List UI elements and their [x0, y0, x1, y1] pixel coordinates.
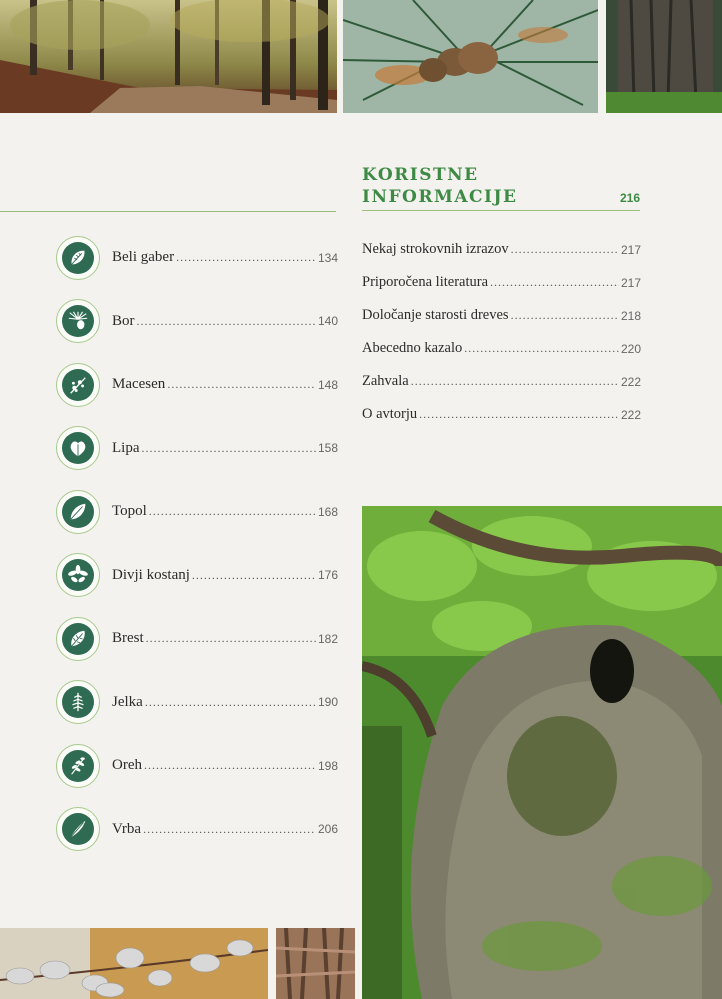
section-page-number: 216	[619, 191, 640, 205]
toc-label: Vrba	[112, 820, 142, 837]
larch-branch-icon	[67, 374, 89, 396]
toc-label: Divji kostanj	[112, 566, 190, 583]
badge	[56, 680, 100, 724]
toc-page-number: 220	[620, 341, 641, 356]
forest-path-photo	[0, 0, 337, 113]
elm-leaf-icon	[67, 628, 89, 650]
toc-page-number: 134	[317, 250, 338, 265]
toc-label: Beli gaber	[112, 249, 175, 266]
toc-entry-beli-gaber[interactable]	[56, 226, 338, 290]
toc-page-number: 222	[620, 407, 641, 422]
leader-dots	[149, 504, 316, 519]
section-title-line: KORISTNE	[362, 165, 479, 185]
badge	[56, 299, 100, 343]
leader-dots	[511, 242, 619, 257]
toc-page-number: 217	[620, 275, 641, 290]
leader-dots	[142, 441, 316, 456]
toc-page-number: 190	[317, 695, 338, 710]
toc-page-number: 148	[317, 377, 338, 392]
leader-dots	[167, 377, 316, 392]
toc-page-number: 140	[317, 314, 338, 329]
toc-page-number: 222	[620, 374, 641, 389]
toc-entry-bor[interactable]	[56, 290, 338, 354]
leader-dots	[464, 341, 619, 356]
old-oak-tree-photo	[362, 506, 722, 999]
toc-page-number: 218	[620, 308, 641, 323]
badge	[56, 490, 100, 534]
toc-entry-oreh[interactable]	[56, 734, 338, 798]
toc-label: Priporočena literatura	[362, 274, 489, 290]
toc-label: Abecedno kazalo	[362, 340, 463, 356]
leader-dots	[137, 314, 316, 329]
tree-trunk-photo	[606, 0, 722, 113]
toc-entry-macesen[interactable]	[56, 353, 338, 417]
leader-dots	[411, 374, 619, 389]
leader-dots	[511, 308, 619, 323]
toc-entry-jelka[interactable]	[56, 671, 338, 735]
toc-entry-topol[interactable]	[56, 480, 338, 544]
section-divider	[362, 210, 640, 211]
badge	[56, 236, 100, 280]
badge	[56, 617, 100, 661]
leader-dots	[143, 822, 316, 837]
leader-dots	[419, 407, 619, 422]
toc-label: Določanje starosti dreves	[362, 307, 509, 323]
pine-branch-icon	[67, 310, 89, 332]
toc-entry-zahvala[interactable]	[362, 365, 641, 398]
toc-label: Bor	[112, 312, 135, 329]
leader-dots	[192, 568, 316, 583]
toc-entry-vrba[interactable]	[56, 798, 338, 862]
toc-entry-abecedno-kazalo[interactable]	[362, 332, 641, 365]
toc-entry-brest[interactable]	[56, 607, 338, 671]
toc-label: Lipa	[112, 439, 140, 456]
toc-entry-starost-dreves[interactable]	[362, 299, 641, 332]
poplar-leaf-icon	[67, 501, 89, 523]
leader-dots	[146, 631, 316, 646]
toc-page-number: 168	[317, 504, 338, 519]
toc-label: Topol	[112, 503, 147, 520]
leader-dots	[176, 250, 316, 265]
toc-page-number: 182	[317, 631, 338, 646]
badge	[56, 744, 100, 788]
badge	[56, 426, 100, 470]
linden-leaf-icon	[67, 437, 89, 459]
species-toc	[56, 226, 338, 861]
badge	[56, 363, 100, 407]
leader-dots	[145, 695, 316, 710]
walnut-leaf-icon	[67, 755, 89, 777]
toc-label: Macesen	[112, 376, 166, 393]
info-toc	[362, 233, 641, 431]
toc-page-number: 217	[620, 242, 641, 257]
willow-catkins-photo	[0, 928, 268, 999]
toc-label: Zahvala	[362, 373, 409, 389]
section-title-line: INFORMACIJE	[362, 187, 518, 207]
toc-page-number: 176	[317, 568, 338, 583]
toc-entry-divji-kostanj[interactable]	[56, 544, 338, 608]
willow-leaf-icon	[67, 818, 89, 840]
hornbeam-leaf-icon	[67, 247, 89, 269]
section-divider	[0, 211, 336, 212]
toc-page-number: 198	[317, 758, 338, 773]
toc-entry-lipa[interactable]	[56, 417, 338, 481]
bark-texture-photo	[276, 928, 355, 999]
badge	[56, 553, 100, 597]
toc-page-number: 158	[317, 441, 338, 456]
section-title	[362, 164, 592, 208]
leader-dots	[490, 275, 619, 290]
pine-cones-photo	[343, 0, 598, 113]
chestnut-leaf-icon	[67, 564, 89, 586]
leader-dots	[144, 758, 316, 773]
toc-entry-o-avtorju[interactable]	[362, 398, 641, 431]
toc-entry-literatura[interactable]	[362, 266, 641, 299]
toc-label: Brest	[112, 630, 144, 647]
toc-label: Oreh	[112, 757, 142, 774]
toc-label: Nekaj strokovnih izrazov	[362, 241, 509, 257]
fir-branch-icon	[67, 691, 89, 713]
toc-label: O avtorju	[362, 406, 418, 422]
toc-page-number: 206	[317, 822, 338, 837]
badge	[56, 807, 100, 851]
toc-label: Jelka	[112, 693, 143, 710]
toc-entry-strokovni-izrazi[interactable]	[362, 233, 641, 266]
